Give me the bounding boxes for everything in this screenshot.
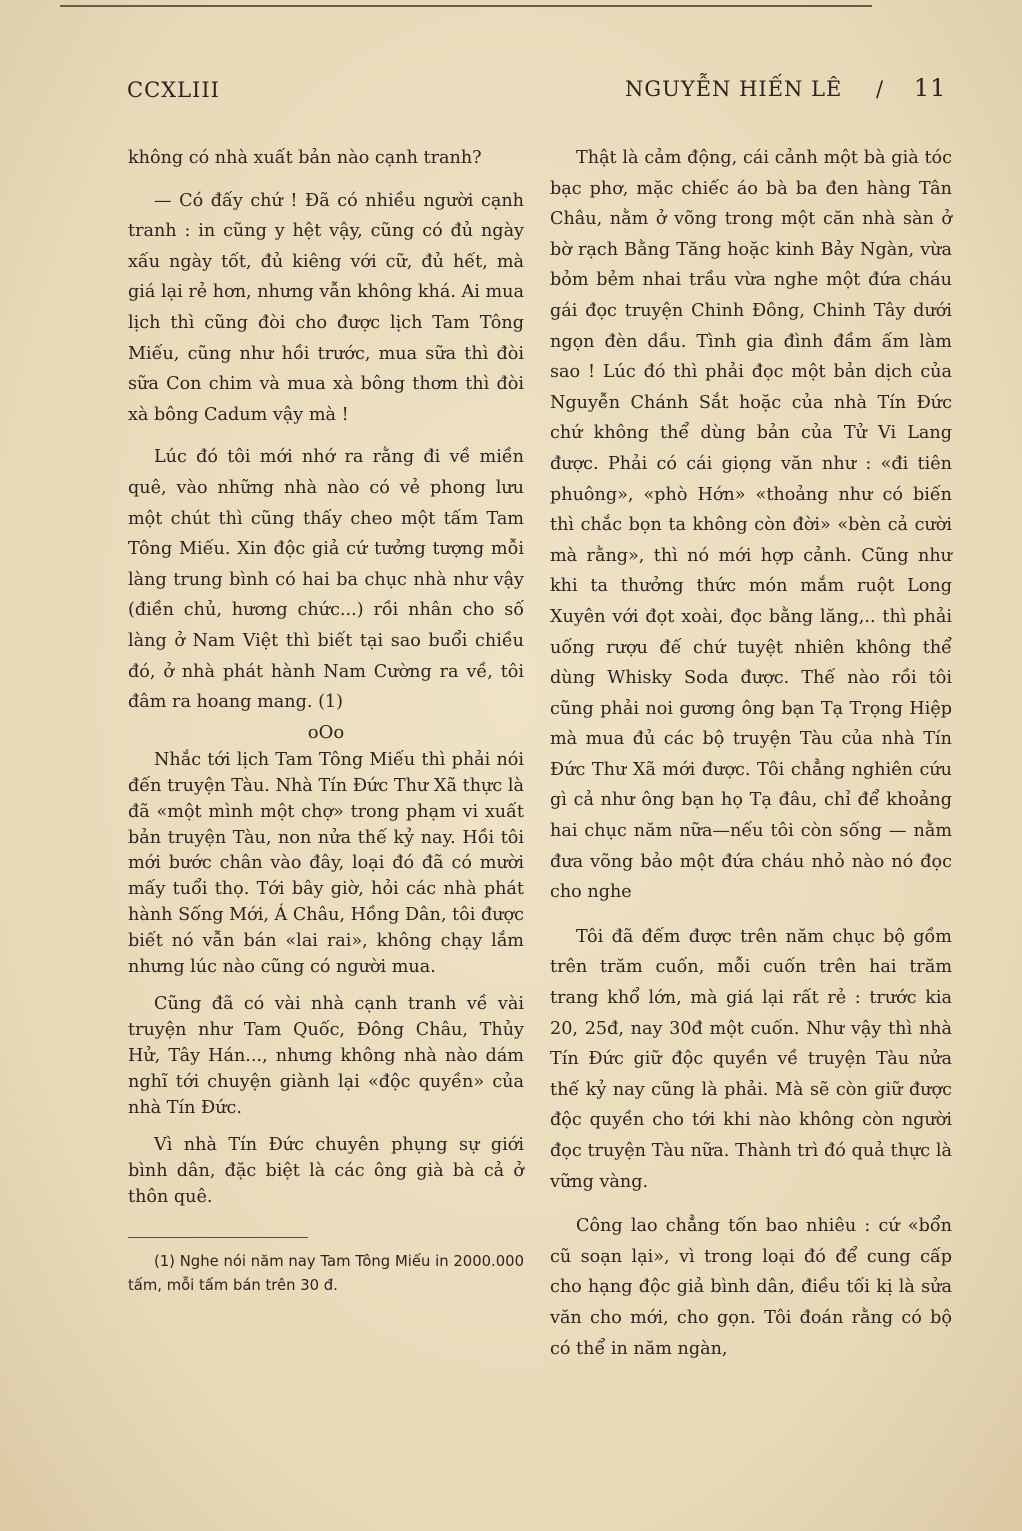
- issue-number: CCXLIII: [127, 78, 220, 102]
- page-number: 11: [913, 74, 947, 102]
- header-separator: /: [876, 77, 885, 101]
- paragraph: Tôi đã đếm được trên năm chục bộ gồm trên trăm cuốn, mỗi cuốn trên hai trăm trang khổ lớn, mà giá lại rất rẻ : trước kia 20, 25đ, nay 30đ một cuốn. Như vậy thì nhà Tín Đức giữ độc quyền về truyện Tàu nửa thế kỷ nay cũng là phải. Mà sẽ còn giữ được độc quyền cho tới khi nào không còn người đọc truyện Tàu nữa. Thành trì đó quả thực là vững vàng.: [550, 926, 952, 1192]
- top-edge-line: [60, 5, 872, 7]
- author-name: NGUYỄN HIẾN LÊ: [625, 77, 843, 101]
- paragraph: — Có đấy chứ ! Đã có nhiều người cạnh tranh : in cũng y hệt vậy, cũng có đủ ngày xấu ngày tốt, đủ kiêng với cữ, đủ hết, mà giá lại rẻ hơn, nhưng vẫn không khá. Ai mua lịch thì cũng đòi cho được lịch Tam Tông Miếu, cũng như hồi trước, mua sữa thì đòi sữa Con chim và mua xà bông thơm thì đòi xà bông Cadum vậy mà !: [128, 190, 524, 425]
- paragraph: Nhắc tới lịch Tam Tông Miếu thì phải nói đến truyện Tàu. Nhà Tín Đức Thư Xã thực là đã «một mình một chợ» trong phạm vi xuất bản truyện Tàu, non nửa thế kỷ nay. Hồi tôi mới bước chân vào đây, loại đó đã có mười mấy tuổi thọ. Tới bây giờ, hỏi các nhà phát hành Sống Mới, Á Châu, Hồng Dân, tôi được biết nó vẫn bán «lai rai», không chạy lắm nhưng lúc nào cũng có người mua.: [128, 750, 524, 977]
- footnote: (1) Nghe nói năm nay Tam Tông Miếu in 2000.000 tấm, mỗi tấm bán trên 30 đ.: [128, 1252, 524, 1294]
- paragraph: Cũng đã có vài nhà cạnh tranh về vài truyện như Tam Quốc, Đông Châu, Thủy Hử, Tây Hán..., nhưng không nhà nào dám nghĩ tới chuyện giành lại «độc quyền» của nhà Tín Đức.: [128, 994, 524, 1118]
- paragraph: không có nhà xuất bản nào cạnh tranh?: [128, 148, 482, 168]
- section-separator: oOo: [307, 721, 345, 743]
- running-header: [625, 74, 946, 102]
- paragraph: Vì nhà Tín Đức chuyên phụng sự giới bình dân, đặc biệt là các ông già bà cả ở thôn quê.: [128, 1135, 524, 1208]
- right-column: [550, 143, 952, 1364]
- paragraph: Lúc đó tôi mới nhớ ra rằng đi về miền quê, vào những nhà nào có vẻ phong lưu một chút thì cũng thấy cheo một tấm Tam Tông Miếu. Xin độc giả cứ tưởng tượng mỗi làng trung bình có hai ba chục nhà như vậy (điền chủ, hương chức...) rồi nhân cho số làng ở Nam Việt thì biết tại sao buổi chiều đó, ở nhà phát hành Nam Cường ra về, tôi đâm ra hoang mang. (1): [128, 447, 524, 713]
- paragraph: Công lao chẳng tốn bao nhiêu : cứ «bổn cũ soạn lại», vì trong loại đó để cung cấp cho hạng độc giả bình dân, điều tối kị là sửa văn cho mới, cho gọn. Tôi đoán rằng có bộ có thể in năm ngàn,: [550, 1216, 952, 1359]
- footnote-rule: [128, 1237, 308, 1238]
- left-column: [128, 143, 524, 1298]
- paragraph: Thật là cảm động, cái cảnh một bà già tóc bạc phơ, mặc chiếc áo bà ba đen hàng Tân Châu, nằm ở võng trong một căn nhà sàn ở bờ rạch Bằng Tăng hoặc kinh Bảy Ngàn, vừa bỏm bẻm nhai trầu vừa nghe một đứa cháu gái đọc truyện Chinh Đông, Chinh Tây dưới ngọn đèn dầu. Tình gia đình đầm ấm làm sao ! Lúc đó thì phải đọc một bản dịch của Nguyễn Chánh Sắt hoặc của nhà Tín Đức chứ không thể dùng bản của Tử Vi Lang được. Phải có cái giọng văn như : «đi tiên phuông», «phò Hớn» «thoảng như có biến thì chắc bọn ta không còn đời» «bèn cả cười mà rằng», thì nó mới hợp cảnh. Cũng như khi ta thưởng thức món mắm ruột Long Xuyên với đọt xoài, đọc bằng lăng,.. thì phải uống rượu đế chứ tuyệt nhiên không thể dùng Whisky Soda được. Thế nào rồi tôi cũng phải noi gương ông bạn Tạ Trọng Hiệp mà mua đủ các bộ truyện Tàu của nhà Tín Đức Thư Xã mới được. Tôi chẳng nghiên cứu gì cả như ông bạn họ Tạ đâu, chỉ để khoảng hai chục năm nữa—nếu tôi còn sống — nằm đưa võng bảo một đứa cháu nhỏ nào nó đọc cho nghe: [550, 148, 952, 903]
